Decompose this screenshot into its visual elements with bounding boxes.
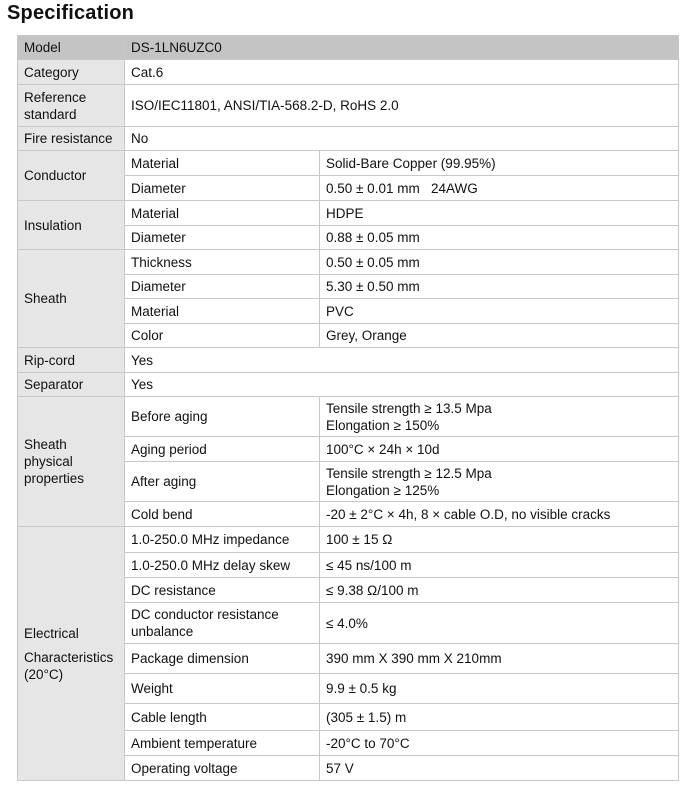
after-aging-label: After aging: [125, 462, 320, 502]
weight-label: Weight: [125, 674, 320, 704]
unbalance-value: ≤ 4.0%: [320, 603, 679, 644]
package-value: 390 mm X 390 mm X 210mm: [320, 644, 679, 674]
electrical-label: [18, 527, 125, 781]
dc-resistance-value: ≤ 9.38 Ω/100 m: [320, 578, 679, 603]
after-aging-value-line1: Tensile strength ≥ 12.5 Mpa: [326, 465, 492, 481]
ripcord-label: Rip-cord: [18, 348, 125, 373]
table-row-sheath-thickness: [18, 250, 679, 275]
ripcord-value: Yes: [125, 348, 679, 373]
table-row-before-aging: [18, 397, 679, 437]
cold-bend-label: Cold bend: [125, 502, 320, 527]
separator-label: Separator: [18, 373, 125, 397]
sheath-material-label: Material: [125, 299, 320, 324]
spec-table: [17, 35, 679, 781]
physical-label-line2: physical: [24, 454, 73, 469]
before-aging-value-line1: Tensile strength ≥ 13.5 Mpa: [326, 400, 492, 416]
sheath-thickness-value: 0.50 ± 0.05 mm: [320, 250, 679, 275]
physical-label: [18, 397, 125, 527]
table-row-conductor-material: [18, 151, 679, 176]
after-aging-value-line2: Elongation ≥ 125%: [326, 482, 440, 498]
cable-length-value: (305 ± 1.5) m: [320, 704, 679, 731]
table-row-impedance: [18, 527, 679, 553]
fire-value: No: [125, 127, 679, 151]
after-aging-value: [320, 462, 679, 502]
cable-length-label: Cable length: [125, 704, 320, 731]
category-value: Cat.6: [125, 60, 679, 85]
page-title: Specification: [7, 2, 135, 24]
sheath-material-value: PVC: [320, 299, 679, 324]
before-aging-label: Before aging: [125, 397, 320, 437]
conductor-diameter-label: Diameter: [125, 176, 320, 201]
unbalance-label-line1: DC conductor resistance: [131, 607, 279, 622]
unbalance-label: [125, 603, 320, 644]
electrical-label-line1: Electrical: [24, 625, 79, 641]
ambient-label: Ambient temperature: [125, 731, 320, 756]
weight-value: 9.9 ± 0.5 kg: [320, 674, 679, 704]
physical-label-line1: Sheath: [24, 437, 67, 452]
insulation-material-label: Material: [125, 201, 320, 226]
table-row-category: [18, 60, 679, 85]
package-label: Package dimension: [125, 644, 320, 674]
table-row-separator: [18, 373, 679, 397]
voltage-value: 57 V: [320, 756, 679, 781]
conductor-material-label: Material: [125, 151, 320, 176]
table-row-model: [18, 36, 679, 60]
sheath-color-label: Color: [125, 324, 320, 348]
table-row-ripcord: [18, 348, 679, 373]
sheath-diameter-value: 5.30 ± 0.50 mm: [320, 275, 679, 299]
sheath-thickness-label: Thickness: [125, 250, 320, 275]
unbalance-label-line2: unbalance: [131, 624, 194, 639]
before-aging-value: [320, 397, 679, 437]
aging-period-label: Aging period: [125, 437, 320, 462]
delay-skew-value: ≤ 45 ns/100 m: [320, 553, 679, 578]
sheath-color-value: Grey, Orange: [320, 324, 679, 348]
delay-skew-label: 1.0-250.0 MHz delay skew: [125, 553, 320, 578]
conductor-diameter-value: 0.50 ± 0.01 mm 24AWG: [320, 176, 679, 201]
electrical-label-line2: Characteristics: [24, 649, 114, 665]
cold-bend-value: -20 ± 2°C × 4h, 8 × cable O.D, no visible cracks: [320, 502, 679, 527]
physical-label-line3: properties: [24, 471, 85, 486]
table-row-reference: [18, 85, 679, 127]
insulation-material-value: HDPE: [320, 201, 679, 226]
conductor-label: Conductor: [18, 151, 125, 201]
dc-resistance-label: DC resistance: [125, 578, 320, 603]
reference-label-line1: Reference: [24, 89, 87, 105]
reference-value: ISO/IEC11801, ANSI/TIA-568.2-D, RoHS 2.0: [125, 85, 679, 127]
sheath-diameter-label: Diameter: [125, 275, 320, 299]
model-label: Model: [18, 36, 125, 60]
model-value: DS-1LN6UZC0: [125, 36, 679, 60]
reference-label: [18, 85, 125, 127]
voltage-label: Operating voltage: [125, 756, 320, 781]
table-row-insulation-material: [18, 201, 679, 226]
insulation-diameter-label: Diameter: [125, 226, 320, 250]
sheath-label: Sheath: [18, 250, 125, 348]
conductor-material-value: Solid-Bare Copper (99.95%): [320, 151, 679, 176]
category-label: Category: [18, 60, 125, 85]
reference-label-line2: standard: [24, 106, 77, 122]
impedance-label: 1.0-250.0 MHz impedance: [125, 527, 320, 553]
insulation-diameter-value: 0.88 ± 0.05 mm: [320, 226, 679, 250]
electrical-label-line3: (20°C): [24, 666, 64, 682]
before-aging-value-line2: Elongation ≥ 150%: [326, 417, 440, 433]
ambient-value: -20°C to 70°C: [320, 731, 679, 756]
insulation-label: Insulation: [18, 201, 125, 250]
separator-value: Yes: [125, 373, 679, 397]
aging-period-value: 100°C × 24h × 10d: [320, 437, 679, 462]
table-row-fire: [18, 127, 679, 151]
fire-label: Fire resistance: [18, 127, 125, 151]
impedance-value: 100 ± 15 Ω: [320, 527, 679, 553]
